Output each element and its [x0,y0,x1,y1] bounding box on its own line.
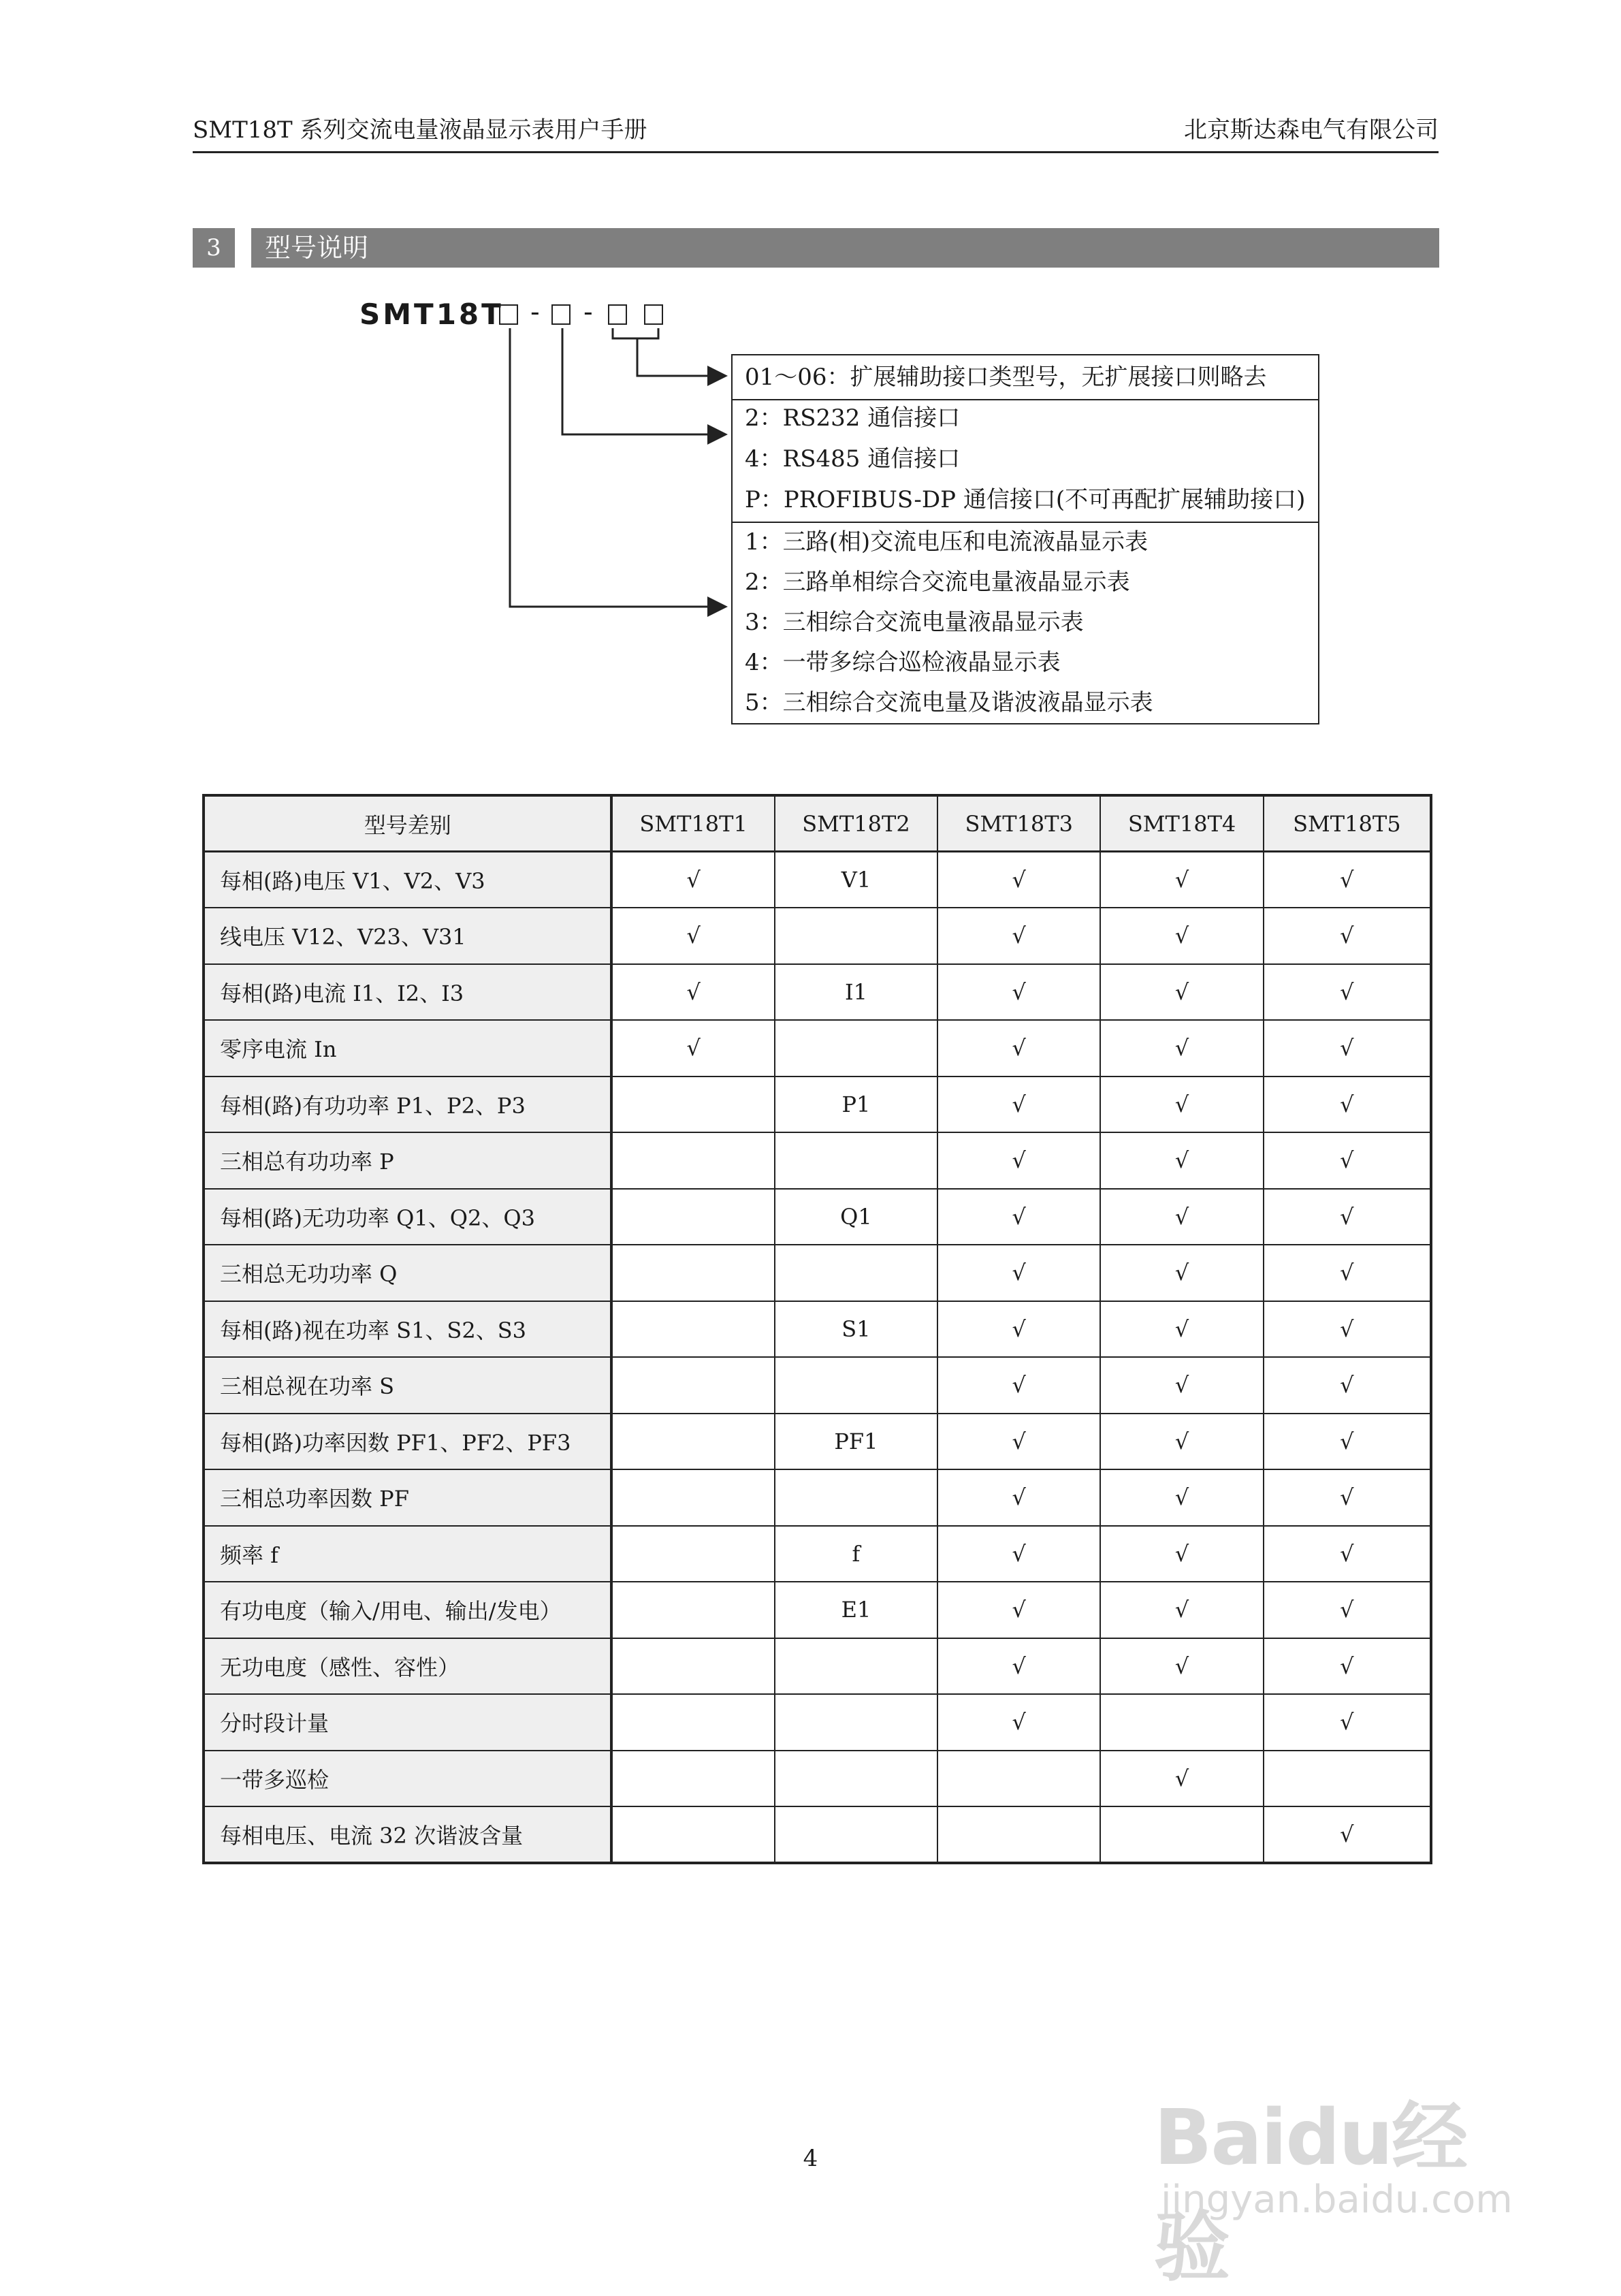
cell-t2 [775,1245,937,1301]
feature-cell: 每相(路)电压 V1、V2、V3 [204,852,611,908]
cell-t3 [937,1806,1100,1863]
feature-cell: 分时段计量 [204,1694,611,1751]
cell-t3 [937,1751,1100,1807]
cell-t4: √ [1100,1526,1263,1582]
feature-cell: 每相(路)功率因数 PF1、PF2、PF3 [204,1414,611,1470]
cell-t2: P1 [775,1077,937,1133]
option-type-5: 5：三相综合交流电量及谐波液晶显示表 [745,689,1153,716]
col-header-t4: SMT18T4 [1100,795,1263,852]
cell-t4: √ [1100,1469,1263,1526]
cell-t2: I1 [775,964,937,1021]
cell-t1 [611,1638,774,1695]
cell-t4: √ [1100,852,1263,908]
cell-t2: V1 [775,852,937,908]
cell-t3: √ [937,1582,1100,1638]
cell-t3: √ [937,1526,1100,1582]
company-name: 北京斯达森电气有限公司 [1184,116,1439,144]
cell-t2: f [775,1526,937,1582]
feature-cell: 每相(路)无功功率 Q1、Q2、Q3 [204,1189,611,1245]
cell-t4: √ [1100,1132,1263,1189]
section-title: 型号说明 [251,228,1439,268]
cell-t4: √ [1100,908,1263,964]
cell-t1 [611,1245,774,1301]
cell-t1: √ [611,908,774,964]
cell-t1 [611,1582,774,1638]
cell-t3: √ [937,1020,1100,1077]
cell-t1 [611,1357,774,1414]
cell-t5: √ [1264,1582,1431,1638]
cell-t2: Q1 [775,1189,937,1245]
cell-t2: S1 [775,1301,937,1358]
cell-t4 [1100,1694,1263,1751]
cell-t1 [611,1694,774,1751]
table-row [204,1357,1431,1414]
option-rs232: 2：RS232 通信接口 [745,404,961,432]
table-row [204,964,1431,1021]
option-rs485: 4：RS485 通信接口 [745,445,961,473]
cell-t2 [775,908,937,964]
cell-t3: √ [937,1301,1100,1358]
cell-t5: √ [1264,1301,1431,1358]
col-header-t1: SMT18T1 [611,795,774,852]
table-row [204,1132,1431,1189]
cell-t2 [775,1806,937,1863]
table-row [204,852,1431,908]
feature-cell: 每相(路)有功功率 P1、P2、P3 [204,1077,611,1133]
cell-t1: √ [611,964,774,1021]
feature-cell: 线电压 V12、V23、V31 [204,908,611,964]
cell-t3: √ [937,852,1100,908]
cell-t4: √ [1100,964,1263,1021]
cell-t4 [1100,1806,1263,1863]
cell-t3: √ [937,1245,1100,1301]
cell-t1 [611,1077,774,1133]
table-row [204,1020,1431,1077]
baidu-watermark [1154,2077,1535,2292]
cell-t2 [775,1132,937,1189]
cell-t3: √ [937,964,1100,1021]
feature-cell: 三相总功率因数 PF [204,1469,611,1526]
table-row [204,1414,1431,1470]
table-row [204,1582,1431,1638]
table-row [204,1245,1431,1301]
cell-t1: √ [611,1020,774,1077]
feature-cell: 无功电度（感性、容性） [204,1638,611,1695]
cell-t5: √ [1264,1189,1431,1245]
cell-t3: √ [937,1469,1100,1526]
cell-t4: √ [1100,1189,1263,1245]
feature-cell: 零序电流 In [204,1020,611,1077]
col-header-t2: SMT18T2 [775,795,937,852]
option-type-3: 3：三相综合交流电量液晶显示表 [745,609,1084,636]
feature-cell: 有功电度（输入/用电、输出/发电） [204,1582,611,1638]
cell-t5: √ [1264,1132,1431,1189]
table-row [204,1638,1431,1695]
cell-t3: √ [937,1638,1100,1695]
table-row [204,1526,1431,1582]
cell-t5: √ [1264,1469,1431,1526]
cell-t2 [775,1469,937,1526]
feature-cell: 频率 f [204,1526,611,1582]
cell-t5: √ [1264,1526,1431,1582]
model-dash-1: - [530,297,540,327]
cell-t4: √ [1100,1582,1263,1638]
option-ext-interface: 01～06：扩展辅助接口类型号，无扩展接口则略去 [745,364,1267,391]
cell-t5: √ [1264,1245,1431,1301]
feature-cell: 每相(路)视在功率 S1、S2、S3 [204,1301,611,1358]
cell-t5: √ [1264,1638,1431,1695]
cell-t2: PF1 [775,1414,937,1470]
cell-t4: √ [1100,1414,1263,1470]
cell-t1 [611,1751,774,1807]
table-row [204,1806,1431,1863]
feature-cell: 三相总无功功率 Q [204,1245,611,1301]
option-profibus: P：PROFIBUS-DP 通信接口(不可再配扩展辅助接口) [745,486,1306,513]
cell-t1: √ [611,852,774,908]
col-header-feature: 型号差别 [204,795,611,852]
cell-t5: √ [1264,908,1431,964]
cell-t5: √ [1264,852,1431,908]
cell-t5: √ [1264,1357,1431,1414]
col-header-t3: SMT18T3 [937,795,1100,852]
table-row [204,1694,1431,1751]
page-number: 4 [803,2145,818,2172]
feature-cell: 每相(路)电流 I1、I2、I3 [204,964,611,1021]
option-type-1: 1：三路(相)交流电压和电流液晶显示表 [745,528,1149,556]
model-comparison-table [202,794,1432,1864]
cell-t5: √ [1264,1077,1431,1133]
option-type-4: 4：一带多综合巡检液晶显示表 [745,649,1061,676]
arrow-meter-type [510,328,726,607]
cell-t4: √ [1100,1020,1263,1077]
table-row [204,1751,1431,1807]
option-type-2: 2：三路单相综合交流电量液晶显示表 [745,569,1130,596]
cell-t3: √ [937,1132,1100,1189]
cell-t5: √ [1264,964,1431,1021]
feature-cell: 三相总有功功率 P [204,1132,611,1189]
cell-t5: √ [1264,1414,1431,1470]
cell-t1 [611,1189,774,1245]
cell-t4: √ [1100,1077,1263,1133]
table-body [204,852,1431,1863]
cell-t2 [775,1020,937,1077]
cell-t1 [611,1806,774,1863]
slot-bracket [613,328,658,338]
watermark-url: jingyan.baidu.com [1161,2178,1513,2222]
cell-t4: √ [1100,1638,1263,1695]
table-row [204,908,1431,964]
cell-t5: √ [1264,1806,1431,1863]
feature-cell: 每相电压、电流 32 次谐波含量 [204,1806,611,1863]
model-code-prefix: SMT18T [359,298,504,331]
cell-t1 [611,1469,774,1526]
cell-t1 [611,1526,774,1582]
model-dash-2: - [583,297,593,327]
cell-t2 [775,1751,937,1807]
table-row [204,1189,1431,1245]
table-row [204,1077,1431,1133]
arrow-comm-interface [562,328,726,434]
cell-t2 [775,1638,937,1695]
manual-title: SMT18T 系列交流电量液晶显示表用户手册 [193,116,647,144]
arrow-ext-interface [637,338,726,376]
cell-t3: √ [937,908,1100,964]
cell-t4: √ [1100,1301,1263,1358]
cell-t5 [1264,1751,1431,1807]
cell-t4: √ [1100,1357,1263,1414]
cell-t1 [611,1301,774,1358]
cell-t4: √ [1100,1245,1263,1301]
cell-t5: √ [1264,1020,1431,1077]
cell-t3: √ [937,1414,1100,1470]
cell-t1 [611,1132,774,1189]
cell-t4: √ [1100,1751,1263,1807]
table-row [204,1301,1431,1358]
table-header-row [204,795,1431,852]
cell-t2: E1 [775,1582,937,1638]
watermark-logo: Baidu经验 [1154,2094,1467,2292]
cell-t5: √ [1264,1694,1431,1751]
cell-t2 [775,1357,937,1414]
feature-cell: 三相总视在功率 S [204,1357,611,1414]
cell-t3: √ [937,1357,1100,1414]
cell-t3: √ [937,1077,1100,1133]
table-row [204,1469,1431,1526]
feature-cell: 一带多巡检 [204,1751,611,1807]
cell-t3: √ [937,1189,1100,1245]
cell-t3: √ [937,1694,1100,1751]
model-options-box [731,354,1319,724]
cell-t2 [775,1694,937,1751]
section-number: 3 [193,228,235,268]
cell-t1 [611,1414,774,1470]
col-header-t5: SMT18T5 [1264,795,1431,852]
